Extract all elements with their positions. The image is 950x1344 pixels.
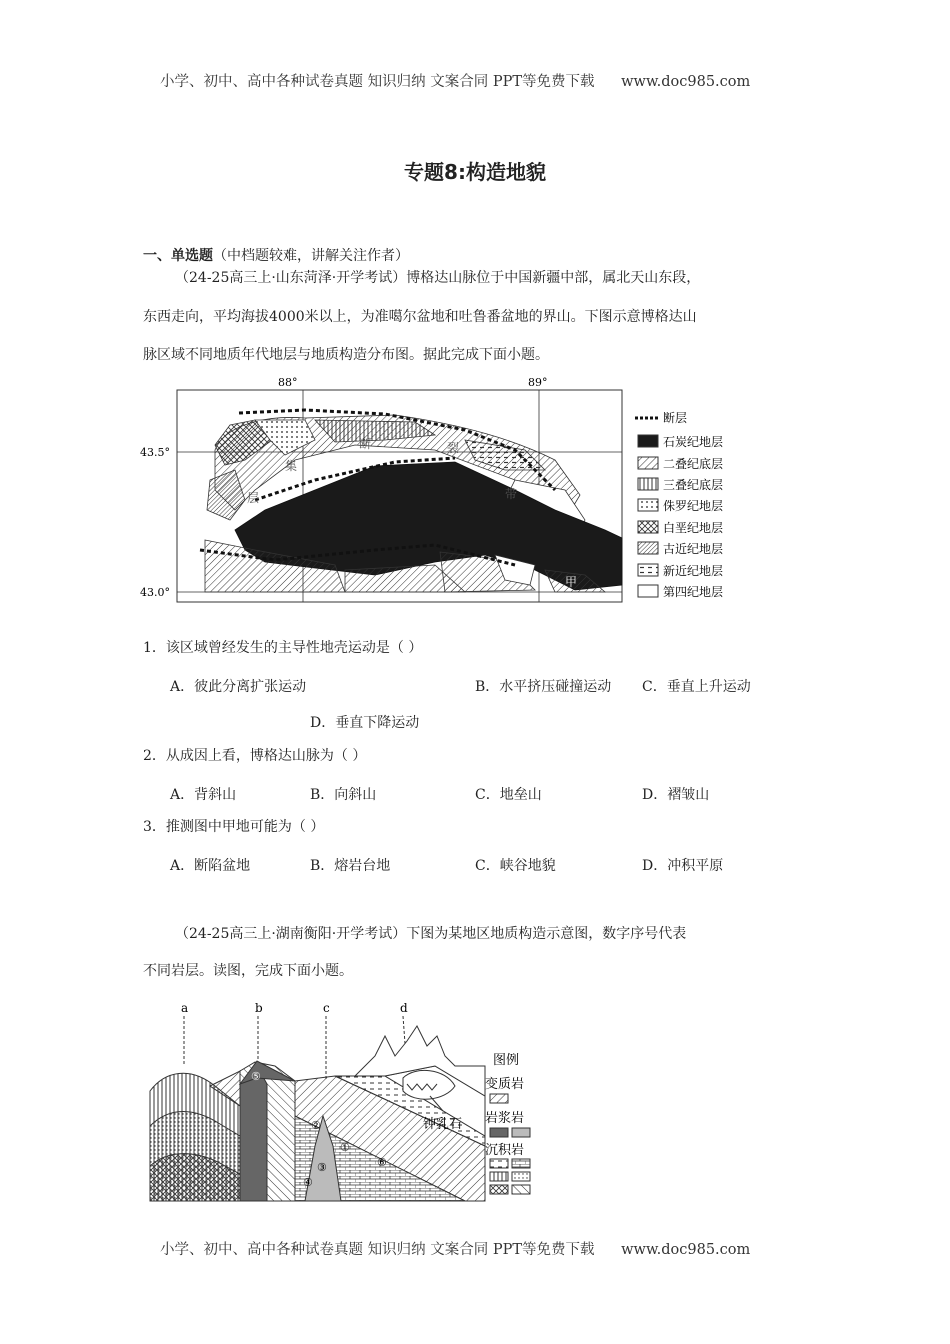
geologic-map-figure (135, 370, 775, 610)
label-c: c (323, 1001, 330, 1015)
question-3-stem: 3．推测图中甲地可能为（ ） (143, 819, 325, 835)
legend-cretaceous: 白垩纪地层 (663, 521, 724, 535)
q3-option-c: C．峡谷地貌 (475, 858, 556, 874)
legend-quaternary: 第四纪地层 (663, 585, 724, 599)
section-label: 一、单选题 (143, 248, 213, 264)
section-note: （中档题较难，讲解关注作者） (213, 248, 409, 264)
page-title: 专题8:构造地貌 (404, 160, 546, 184)
footer-site: www.doc985.com (621, 1242, 751, 1258)
passage1-line2: 东西走向，平均海拔4000米以上，为准噶尔盆地和吐鲁番盆地的界山。下图示意博格达山 (143, 309, 697, 325)
label-ceng: 层 (247, 491, 260, 505)
header-text: 小学、初中、高中各种试卷真题 知识归纳 文案合同 PPT等免费下载 (160, 74, 595, 90)
label-d: d (400, 1001, 408, 1015)
legend-carboniferous: 石炭纪地层 (663, 435, 724, 449)
q1-option-a: A．彼此分离扩张运动 (170, 679, 307, 695)
q2-option-c: C．地垒山 (475, 787, 542, 803)
q1-option-d: D．垂直下降运动 (310, 715, 420, 731)
section-heading (143, 245, 409, 265)
legend-paleogene: 古近纪地层 (663, 542, 724, 556)
label-duan: 断 (359, 437, 372, 451)
header-site: www.doc985.com (621, 74, 751, 90)
q2-option-a: A．背斜山 (170, 787, 237, 803)
passage2-line1: （24-25高三上·湖南衡阳·开学考试）下图为某地区地质构造示意图，数字序号代表 (175, 926, 687, 942)
lat-label-43-0: 43.0° (140, 586, 170, 599)
legend-triassic: 三叠纪底层 (663, 478, 724, 492)
label-a: a (181, 1001, 189, 1015)
q1-option-c: C．垂直上升运动 (642, 679, 751, 695)
passage1-line1: （24-25高三上·山东菏泽·开学考试）博格达山脉位于中国新疆中部，属北天山东段， (175, 270, 701, 286)
passage2-line2: 不同岩层。读图，完成下面小题。 (143, 963, 353, 979)
num-6: ⑥ (377, 1156, 387, 1169)
label-b: b (255, 1001, 263, 1015)
cross-section-figure (145, 996, 545, 1206)
lat-label-43-5: 43.5° (140, 446, 170, 459)
legend-magmatic: 岩浆岩 (485, 1111, 525, 1126)
page-header (160, 70, 750, 91)
label-ji: 集 (285, 459, 298, 473)
q2-option-b: B．向斜山 (310, 787, 377, 803)
lon-label-89: 89° (528, 376, 548, 389)
question-1-stem: 1．该区域曾经发生的主导性地壳运动是（ ） (143, 640, 423, 656)
num-1: ① (340, 1141, 350, 1154)
num-5: ⑤ (251, 1070, 261, 1083)
q2-option-d: D．褶皱山 (642, 787, 710, 803)
stalactite-label: 钟乳石 (423, 1117, 463, 1132)
lon-label-88: 88° (278, 376, 298, 389)
num-2: ② (311, 1119, 321, 1132)
legend-metamorphic: 变质岩 (485, 1077, 525, 1092)
q3-option-a: A．断陷盆地 (170, 858, 251, 874)
q1-option-b: B．水平挤压碰撞运动 (475, 679, 612, 695)
question-2-stem: 2．从成因上看，博格达山脉为（ ） (143, 748, 367, 764)
label-jia: 甲 (565, 575, 578, 589)
legend-neogene: 新近纪地层 (663, 564, 724, 578)
legend-fault: 断层 (663, 411, 688, 425)
q3-option-b: B．熔岩台地 (310, 858, 391, 874)
legend-sedimentary: 沉积岩 (485, 1143, 525, 1158)
legend-jurassic: 侏罗纪地层 (663, 499, 724, 513)
footer-text: 小学、初中、高中各种试卷真题 知识归纳 文案合同 PPT等免费下载 (160, 1242, 595, 1258)
legend-title: 图例 (493, 1053, 520, 1068)
q3-option-d: D．冲积平原 (642, 858, 724, 874)
passage1-line3: 脉区域不同地质年代地层与地质构造分布图。据此完成下面小题。 (143, 347, 549, 363)
map-legend (635, 410, 723, 599)
page-footer (160, 1238, 750, 1259)
num-4: ④ (303, 1176, 313, 1189)
label-dai: 带 (505, 487, 518, 501)
legend-permian: 二叠纪底层 (663, 457, 724, 471)
cross-section-legend (485, 1053, 530, 1194)
num-3: ③ (317, 1161, 327, 1174)
label-lie: 裂 (447, 441, 460, 455)
